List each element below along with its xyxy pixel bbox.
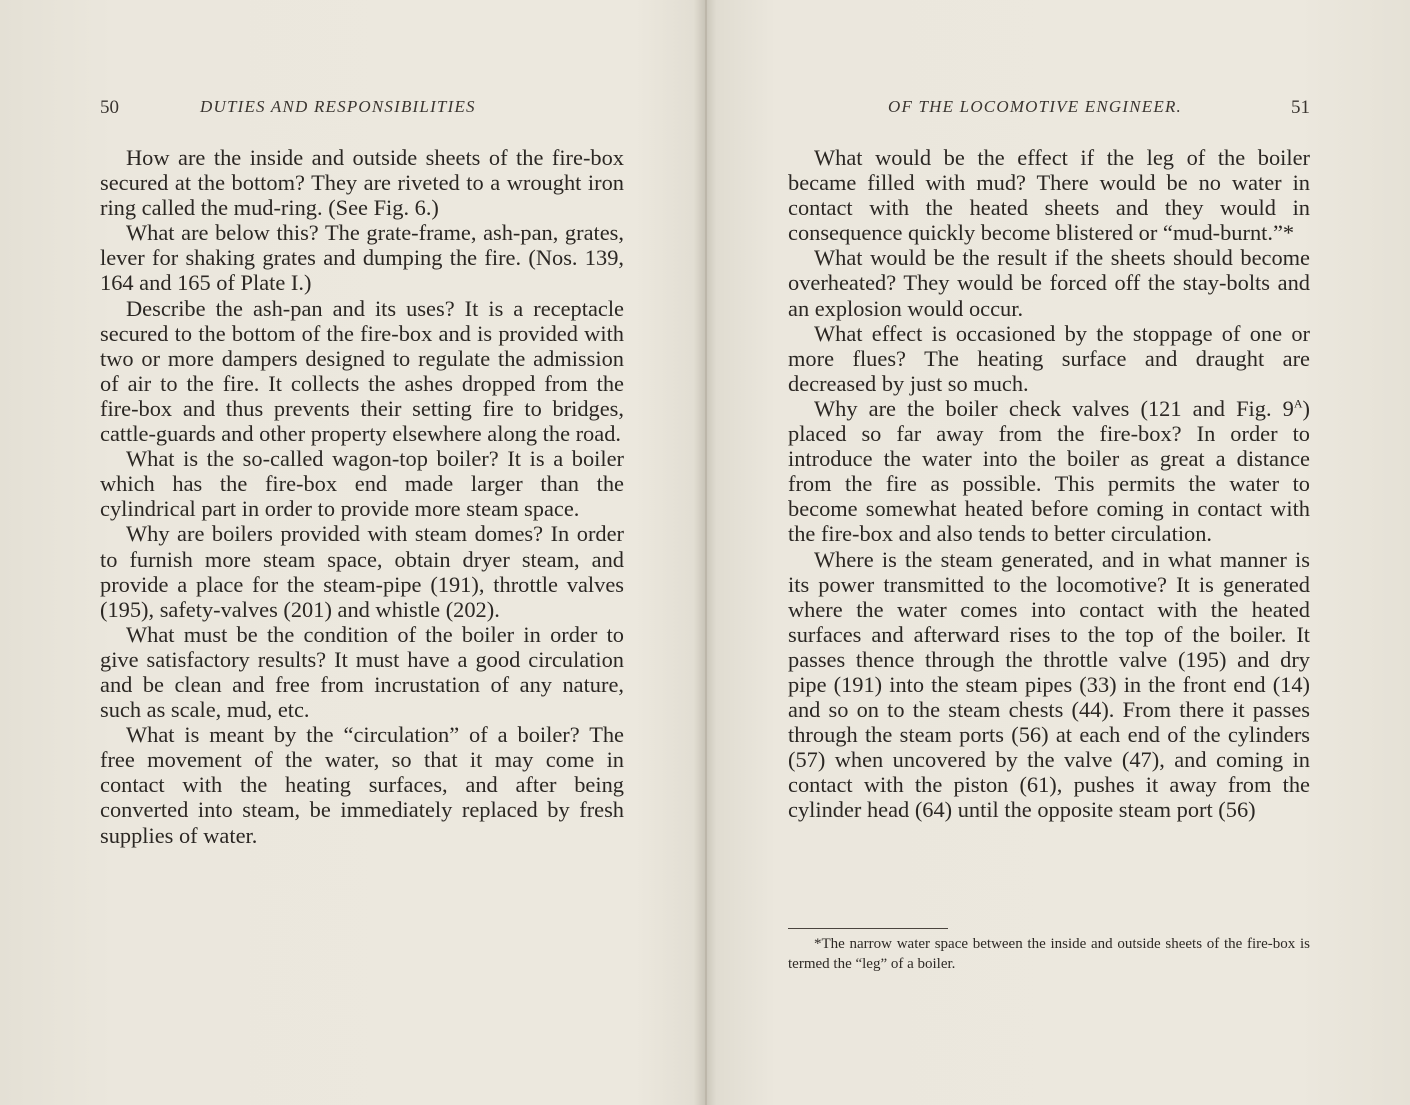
paragraph: Describe the ash-pan and its uses? It is a receptacle secured to the bottom of the fire-box and is provided with two or more dampers designed to regulate the admission of air to the fire. It collects the ashes dropped from the fire-box and thus prevents their setting fire to bridges, cattle-guards and other property elsewhere along the road. <box>100 295 624 447</box>
paragraph: What is the so-called wagon-top boiler? It is a boiler which has the fire-box end made larger than the cylindrical part in order to provide more steam space. <box>100 446 624 522</box>
paragraph: Where is the steam generated, and in what manner is its power transmitted to the locomotive? It is generated where the water comes into contact with the heated surfaces and afterward rises to the top of the boiler. It passes thence through the throttle valve (195) and dry pipe (191) into the steam pipes (33) in the front end (14) and so on to the steam chests (44). From there it passes through the steam ports (56) at each end of the cylinders (57) when uncovered by the valve (47), and coming in contact with the piston (61), pushes it away from the cylinder head (64) until the opposite steam port (56) <box>788 546 1310 823</box>
right-running-head <box>788 97 1310 121</box>
paragraph: What are below this? The grate-frame, ash-pan, grates, lever for shaking grates and dumping the fire. (Nos. 139, 164 and 165 of Plate I.) <box>100 220 624 296</box>
paragraph <box>788 396 1310 547</box>
footnote-rule <box>788 928 948 929</box>
paragraph: What would be the effect if the leg of the boiler became filled with mud? There would be no water in contact with the heated sheets and they would in consequence quickly become blistered or “mud-burnt.”* <box>788 145 1310 246</box>
paragraph: What is meant by the “circulation” of a boiler? The free movement of the water, so that it may come in contact with the heating surfaces, and after being converted into steam, be immediately replaced by fresh supplies of water. <box>100 722 624 848</box>
footnote: *The narrow water space between the inside and outside sheets of the fire-box is termed the “leg” of a boiler. <box>788 936 1310 972</box>
paragraph: What would be the result if the sheets should become overheated? They would be forced off the stay-bolts and an explosion would occur. <box>788 245 1310 321</box>
superscript: A <box>1293 396 1303 411</box>
paragraph: What effect is occasioned by the stoppage of one or more flues? The heating surface and draught are decreased by just so much. <box>788 320 1310 396</box>
check-valve-answer: ) placed so far away from the fire-box? In order to introduce the water into the boiler as great a distance from the fire as possible. This permits the water to become somewhat heated before coming in contact with the fire-box and also tends to better circulation. <box>788 395 1310 547</box>
left-page-number: 50 <box>100 97 119 118</box>
left-text-block <box>100 145 624 848</box>
paragraph: How are the inside and outside sheets of the fire-box secured at the bottom? They are riveted to a wrought iron ring called the mud-ring. (See Fig. 6.) <box>100 145 624 221</box>
left-page <box>100 0 624 1105</box>
right-text-block <box>788 145 1310 823</box>
check-valve-question: Why are the boiler check valves (121 and Fig. 9 <box>814 395 1294 421</box>
book-gutter <box>705 0 707 1105</box>
right-page <box>788 0 1310 1105</box>
paragraph: What must be the condition of the boiler in order to give satisfactory results? It must have a good circulation and be clean and free from incrustation of any nature, such as scale, mud, etc. <box>100 621 624 723</box>
right-page-number: 51 <box>1291 97 1310 118</box>
right-running-title: OF THE LOCOMOTIVE ENGINEER. <box>888 97 1182 116</box>
paragraph: Why are boilers provided with steam domes? In order to furnish more steam space, obtain dryer steam, and provide a place for the steam-pipe (191), throttle valves (195), safety-valves (201) and whistle (202). <box>100 521 624 622</box>
left-running-head <box>100 97 624 121</box>
left-running-title: DUTIES AND RESPONSIBILITIES <box>200 97 476 116</box>
